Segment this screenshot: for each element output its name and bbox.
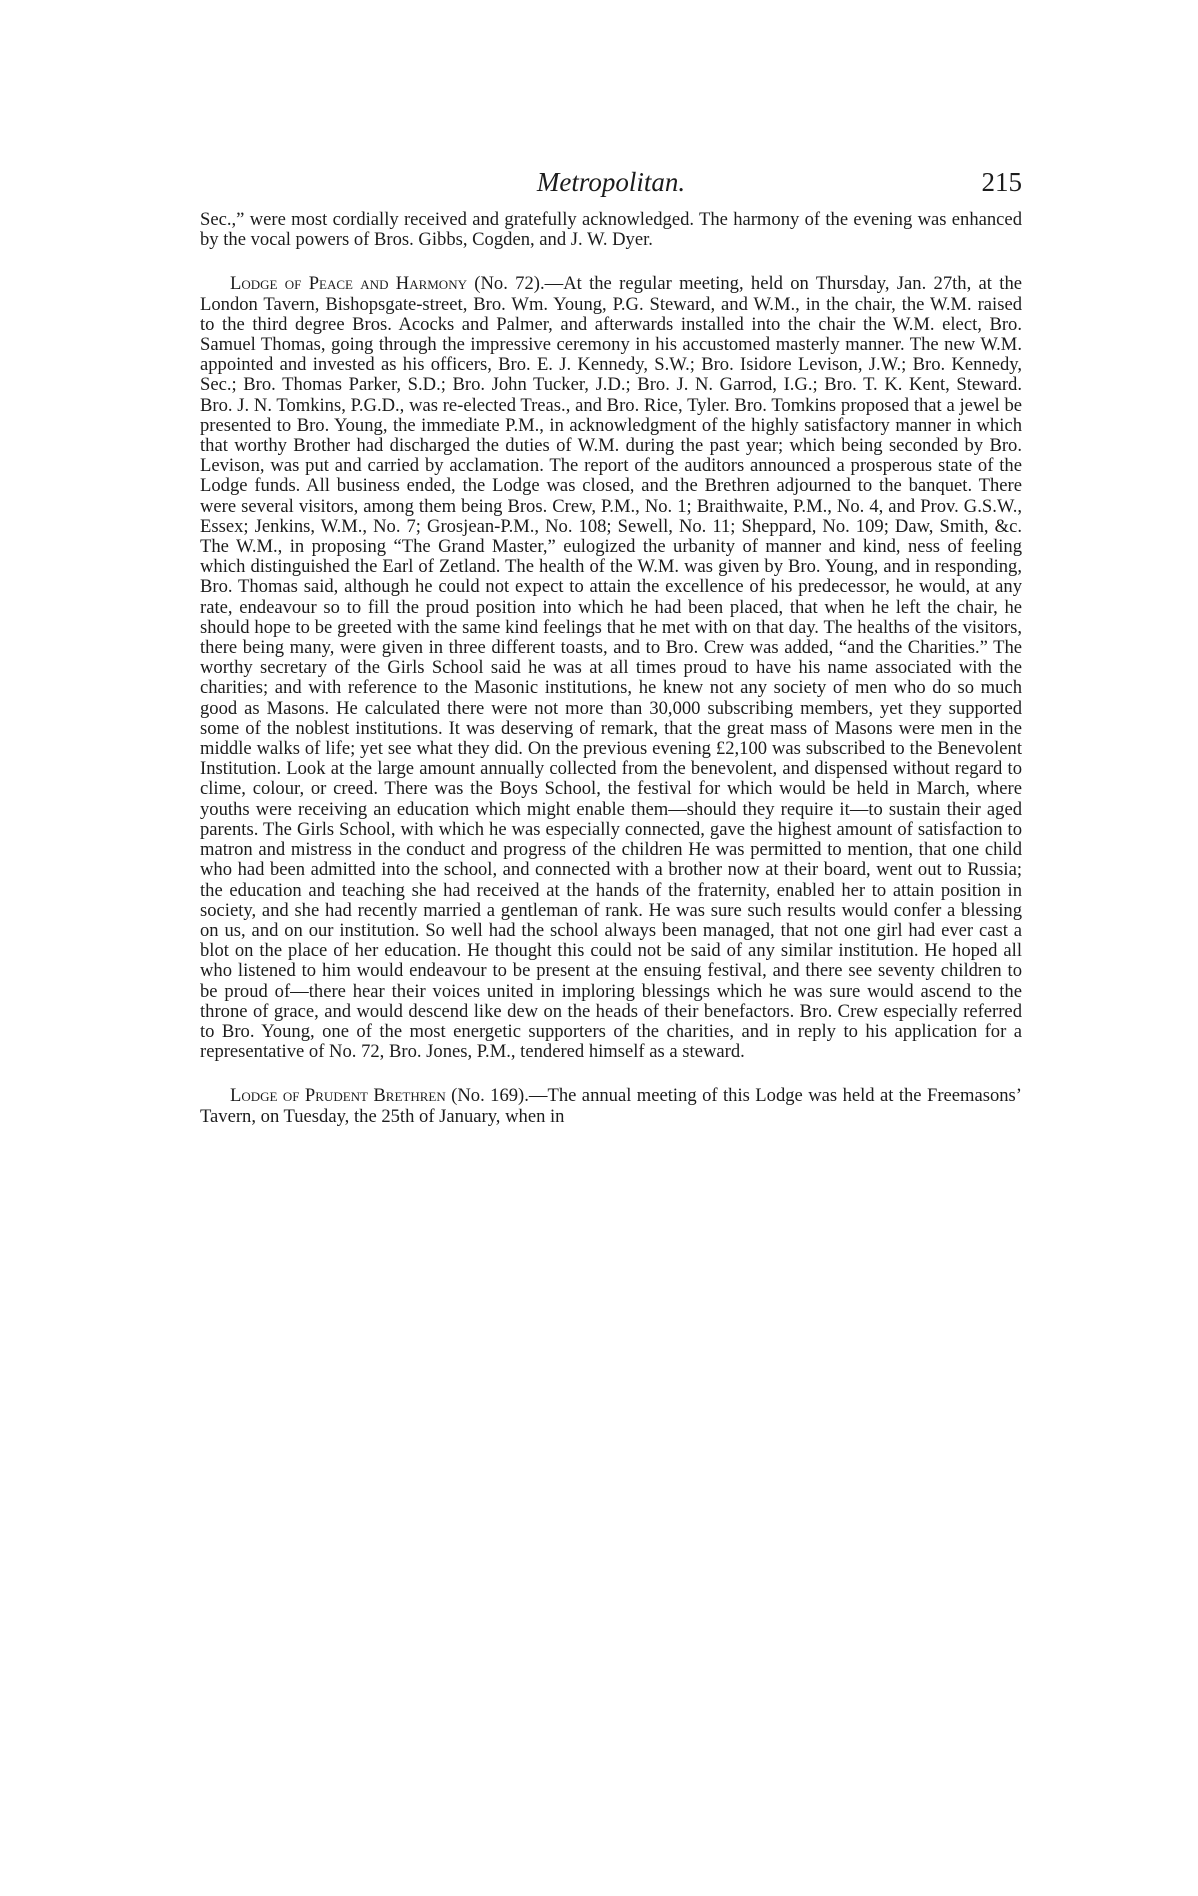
paragraph-body: (No. 169).—The annual meeting of this Lodge was held at the Freemasons’ Tavern, on Tuesday, the 25th of January, when in — [200, 1085, 1022, 1127]
paragraph-lodge-peace-harmony — [200, 274, 1022, 1062]
running-head — [200, 162, 1022, 202]
text-column — [200, 210, 1022, 1127]
lodge-heading: Lodge of Prudent Brethren — [230, 1085, 446, 1107]
lodge-heading: Lodge of Peace and Harmony — [230, 273, 467, 295]
paragraph-body: (No. 72).—At the regular meeting, held on Thursday, Jan. 27th, at the London Tavern, Bishopsgate-street, Bro. Wm. Young, P.G. Steward, and W.M., in the chair, the W.M. raised to the third degree Bros. Acocks and Palmer, and afterwards installed into the chair the W.M. elect, Bro. Samuel Thomas, going through the impressive ceremony in his accustomed masterly manner. The new W.M. appointed and invested as his officers, Bro. E. J. Kennedy, S.W.; Bro. Isidore Levison, J.W.; Bro. Kennedy, Sec.; Bro. Thomas Parker, S.D.; Bro. John Tucker, J.D.; Bro. J. N. Garrod, I.G.; Bro. T. K. Kent, Steward. Bro. J. N. Tomkins, P.G.D., was re-elected Treas., and Bro. Rice, Tyler. Bro. Tomkins proposed that a jewel be presented to Bro. Young, the immediate P.M., in acknowledgment of the highly satisfactory manner in which that worthy Brother had discharged the duties of W.M. during the past year; which being seconded by Bro. Levison, was put and carried by acclamation. The report of the auditors announced a prosperous state of the Lodge funds. All business ended, the Lodge was closed, and the Brethren adjourned to the banquet. There were several visitors, among them being Bros. Crew, P.M., No. 1; Braithwaite, P.M., No. 4, and Prov. G.S.W., Essex; Jenkins, W.M., No. 7; Grosjean-P.M., No. 108; Sewell, No. 11; Sheppard, No. 109; Daw, Smith, &c. The W.M., in proposing “The Grand Master,” eulogized the urbanity of manner and kind, ness of feeling which distinguished the Earl of Zetland. The health of the W.M. was given by Bro. Young, and in responding, Bro. Thomas said, although he could not expect to attain the excellence of his predecessor, he would, at any rate, endeavour so to fill the proud position into which he had been placed, that when he left the chair, he should hope to be greeted with the same kind feelings that he met with on that day. The healths of the visitors, there being many, were given in three different toasts, and to Bro. Crew was added, “and the Charities.” The worthy secretary of the Girls School said he was at all times proud to have his name associated with the charities; and with reference to the Masonic institutions, he knew not any society of men who do so much good as Masons. He calculated there were not more than 30,000 subscribing members, yet they supported some of the noblest institutions. It was deserving of remark, that the great mass of Masons were men in the middle walks of life; yet see what they did. On the previous evening £2,100 was subscribed to the Benevolent Institution. Look at the large amount annually collected from the benevolent, and dispensed without regard to clime, colour, or creed. There was the Boys School, the festival for which would be held in March, where youths were receiving an education which might enable them—should they require it—to sustain their aged parents. The Girls School, with which he was especially connected, gave the highest amount of satisfaction to matron and mistress in the conduct and progress of the children He was permitted to mention, that one child who had been admitted into the school, and connected with a brother now at their board, went out to Russia; the education and teaching she had received at the hands of the fraternity, enabled her to attain position in society, and she had recently married a gentleman of rank. He was sure such results would confer a blessing on us, and on our institution. So well had the school always been managed, that not one girl had ever cast a blot on the place of her education. He thought this could not be said of any similar institution. He hoped all who listened to him would endeavour to be present at the ensuing festival, and there see seventy children to be proud of—there hear their voices united in imploring blessings which he was sure would ascend to the throne of grace, and would descend like dew on the heads of their benefactors. Bro. Crew especially referred to Bro. Young, one of the most energetic supporters of the charities, and in reply to his application for a representative of No. 72, Bro. Jones, P.M., tendered himself as a steward. — [200, 273, 1022, 1063]
paragraph-continuation — [200, 210, 1022, 250]
page-number: 215 — [981, 167, 1022, 197]
running-title: Metropolitan. — [536, 167, 686, 197]
paragraph-body: Sec.,” were most cordially received and gratefully acknowledged. The harmony of the evening was enhanced by the vocal powers of Bros. Gibbs, Cogden, and J. W. Dyer. — [200, 209, 1022, 251]
paragraph-lodge-prudent-brethren — [200, 1086, 1022, 1126]
